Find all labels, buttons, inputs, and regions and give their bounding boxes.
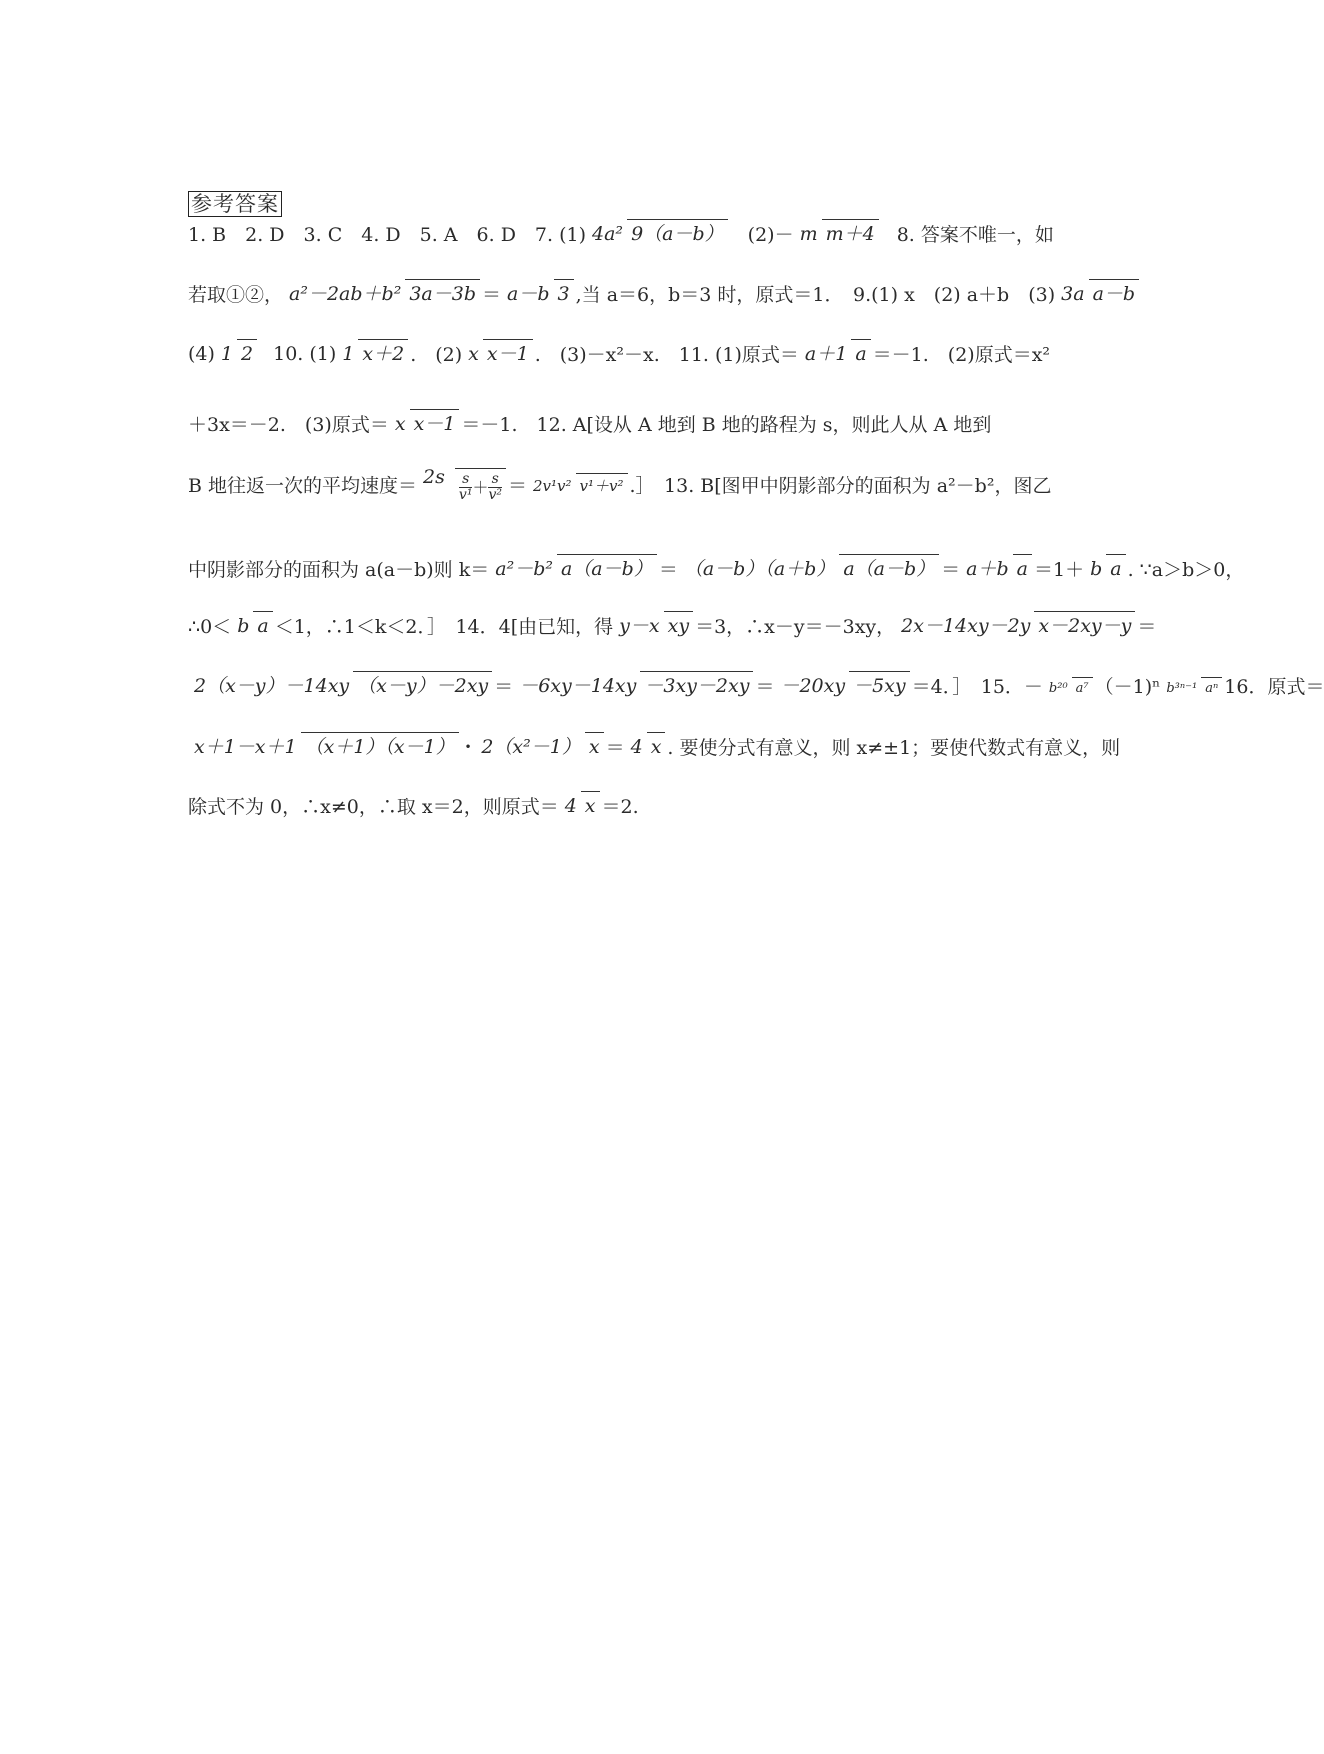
fraction: －20xy －5xy	[776, 675, 909, 697]
answer-line-10: 除式不为 0，∴x≠0，∴取 x＝2，则原式＝ 4 x ＝2.	[188, 792, 1068, 819]
fraction: 1 x＋2	[338, 343, 408, 365]
fraction: b a	[233, 615, 273, 637]
fraction: 4 x	[561, 795, 600, 817]
fraction: b³ⁿ⁻¹ aⁿ	[1162, 675, 1222, 697]
answer-line-4: ＋3x＝－2. (3)原式＝ x x－1 ＝－1. 12. A[设从 A 地到 B 地的路程为 s，则此人从 A 地到	[188, 410, 1068, 437]
fraction: x x－1	[464, 343, 533, 365]
answer-line-9: x＋1－x＋1 （x＋1）（x－1） · 2（x²－1） x ＝ 4 x . 要使分式有意义，则 x≠±1；要使代数式有意义，则	[188, 733, 1068, 760]
fraction: 3a a－b	[1057, 283, 1139, 305]
answer-line-2: 若取①②， a²－2ab＋b² 3a－3b ＝ a－b 3 ,当 a＝6，b＝3 时，原式＝1． 9.(1) x (2) a＋b (3) 3a a－b	[188, 280, 1068, 307]
fraction: a－b 3	[503, 283, 574, 305]
fraction: b a	[1086, 558, 1126, 580]
fraction: a＋b a	[962, 558, 1032, 580]
answer-line-3: (4) 1 2 10. (1) 1 x＋2 . (2) x x－1 . (3)－x²－x. 11. (1)原式＝ a＋1 a ＝－1. (2)原式＝x²	[188, 340, 1068, 367]
section-heading: 参考答案	[188, 191, 282, 217]
answer-line-1: 1. B 2. D 3. C 4. D 5. A 6. D 7. (1) 4a² 9（a－b） (2)－ m m＋4 8. 答案不唯一，如	[188, 220, 1068, 247]
answers-1-7: 1. B 2. D 3. C 4. D 5. A 6. D 7. (1)	[188, 224, 587, 246]
answer-line-5: B 地往返一次的平均速度＝ 2s s v¹ ＋ s v² ＝ 2v¹v² v¹＋v² .］ 13. B[图甲中阴影部分的面积为 a²－b²，图乙	[188, 466, 1052, 503]
fraction: 2s s v¹ ＋ s v²	[419, 466, 506, 503]
fraction: （a－b）（a＋b） a（a－b）	[680, 558, 939, 580]
fraction: a＋1 a	[801, 343, 871, 365]
fraction: a²－b² a（a－b）	[491, 558, 657, 580]
fraction: 2（x²－1） x	[477, 736, 603, 758]
fraction: 2（x－y）－14xy （x－y）－2xy	[190, 675, 492, 697]
fraction: a²－2ab＋b² 3a－3b	[285, 283, 480, 305]
answer-line-6: 中阴影部分的面积为 a(a－b)则 k＝ a²－b² a（a－b） ＝ （a－b）（a＋b） a（a－b） ＝ a＋b a ＝1＋ b a . ∵a＞b＞0，	[188, 555, 1068, 582]
fraction: －6xy－14xy －3xy－2xy	[515, 675, 753, 697]
fraction: b²⁰ a⁷	[1045, 675, 1093, 697]
fraction: 2v¹v² v¹＋v²	[529, 474, 628, 496]
fraction: 4 x	[627, 736, 666, 758]
fraction: 2x－14xy－2y x－2xy－y	[897, 615, 1135, 637]
fraction: x＋1－x＋1 （x＋1）（x－1）	[190, 736, 459, 758]
fraction: 1 2	[217, 343, 257, 365]
answer-line-7: ∴0＜ b a ＜1，∴1＜k＜2．］ 14．4[由已知，得 y－x xy ＝3，∴x－y＝－3xy， 2x－14xy－2y x－2xy－y ＝	[188, 612, 1068, 639]
fraction: 4a² 9（a－b）	[588, 223, 728, 245]
fraction: m m＋4	[796, 223, 879, 245]
fraction: y－x xy	[615, 615, 693, 637]
answer-line-8: 2（x－y）－14xy （x－y）－2xy ＝ －6xy－14xy －3xy－2xy ＝ －20xy －5xy ＝4．］ 15．－ b²⁰ a⁷ （－1)ⁿ b³ⁿ⁻¹ aⁿ 16．原式＝	[188, 672, 1068, 699]
fraction: x x－1	[391, 413, 460, 435]
